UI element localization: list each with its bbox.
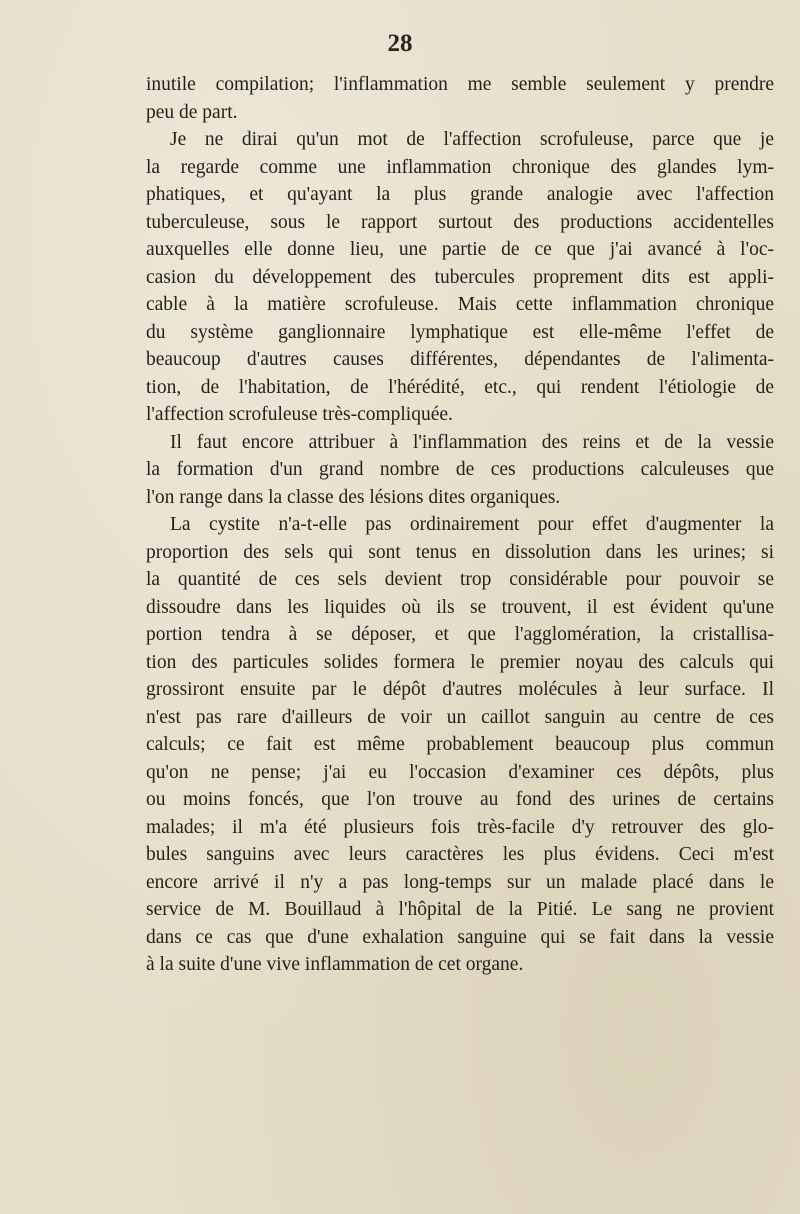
text-line: Je ne dirai qu'un mot de l'affection scrofuleuse, parce que je bbox=[170, 129, 774, 150]
text-line: grossiront ensuite par le dépôt d'autres molécules à leur surface. Il bbox=[146, 679, 774, 700]
text-line: phatiques, et qu'ayant la plus grande analogie avec l'affection bbox=[146, 184, 774, 205]
body-text bbox=[146, 71, 774, 979]
text-line: dissoudre dans les liquides où ils se trouvent, il est évident qu'une bbox=[146, 596, 774, 618]
text-line: la regarde comme une inflammation chronique des glandes lym- bbox=[146, 156, 774, 178]
text-line: auxquelles elle donne lieu, une partie de ce que j'ai avancé à l'oc- bbox=[146, 239, 774, 260]
text-line: encore arrivé il n'y a pas long-temps sur un malade placé dans le bbox=[146, 871, 774, 893]
text-line: tion des particules solides formera le premier noyau des calculs qui bbox=[146, 651, 774, 673]
text-line: peu de part. bbox=[146, 101, 238, 123]
text-line: dans ce cas que d'une exhalation sanguine qui se fait dans la vessie bbox=[146, 926, 774, 948]
text-line: proportion des sels qui sont tenus en dissolution dans les urines; si bbox=[146, 541, 774, 563]
text-line: la formation d'un grand nombre de ces productions calculeuses que bbox=[146, 459, 774, 480]
text-line: service de M. Bouillaud à l'hôpital de la Pitié. Le sang ne provient bbox=[146, 899, 774, 920]
text-line: casion du développement des tubercules proprement dits est appli- bbox=[146, 266, 774, 288]
text-line: Il faut encore attribuer à l'inflammation des reins et de la vessie bbox=[170, 431, 774, 453]
page-number: 28 bbox=[387, 30, 413, 57]
text-line: tuberculeuse, sous le rapport surtout des productions accidentelles bbox=[146, 211, 774, 233]
text-line: du système ganglionnaire lymphatique est elle-même l'effet de bbox=[146, 321, 774, 343]
text-line: beaucoup d'autres causes différentes, dépendantes de l'alimenta- bbox=[146, 349, 774, 370]
text-line: qu'on ne pense; j'ai eu l'occasion d'examiner ces dépôts, plus bbox=[146, 761, 774, 783]
text-line: malades; il m'a été plusieurs fois très-facile d'y retrouver des glo- bbox=[146, 816, 774, 838]
text-line: portion tendra à se déposer, et que l'agglomération, la cristallisa- bbox=[146, 624, 774, 645]
text-line: cable à la matière scrofuleuse. Mais cette inflammation chronique bbox=[146, 294, 774, 315]
text-line: tion, de l'habitation, de l'hérédité, etc., qui rendent l'étiologie de bbox=[146, 376, 774, 398]
text-line: ou moins foncés, que l'on trouve au fond des urines de certains bbox=[146, 789, 774, 810]
text-line: l'affection scrofuleuse très-compliquée. bbox=[146, 404, 453, 425]
text-line: calculs; ce fait est même probablement beaucoup plus commun bbox=[146, 734, 774, 755]
text-line: l'on range dans la classe des lésions dites organiques. bbox=[146, 486, 561, 508]
text-line: n'est pas rare d'ailleurs de voir un caillot sanguin au centre de ces bbox=[146, 706, 774, 728]
text-line: la quantité de ces sels devient trop considérable pour pouvoir se bbox=[146, 569, 774, 590]
text-line: La cystite n'a-t-elle pas ordinairement pour effet d'augmenter la bbox=[170, 514, 774, 535]
text-line: bules sanguins avec leurs caractères les plus évidens. Ceci m'est bbox=[146, 844, 774, 865]
text-line: inutile compilation; l'inflammation me semble seulement y prendre bbox=[146, 74, 774, 95]
text-line: à la suite d'une vive inflammation de cet organe. bbox=[146, 954, 524, 975]
